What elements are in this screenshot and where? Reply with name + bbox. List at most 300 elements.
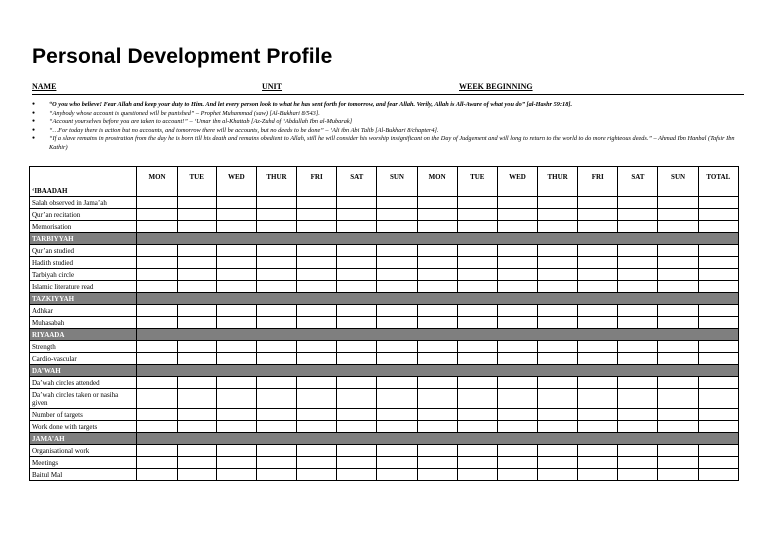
entry-cell[interactable] (137, 245, 177, 257)
table-row (30, 457, 739, 469)
entry-cell[interactable] (177, 257, 216, 269)
entry-cell[interactable] (618, 341, 658, 353)
entry-cell[interactable] (698, 209, 738, 221)
entry-cell[interactable] (177, 305, 216, 317)
entry-cell[interactable] (377, 341, 417, 353)
table-row (30, 317, 739, 329)
entry-cell[interactable] (698, 221, 738, 233)
entry-cell[interactable] (256, 257, 296, 269)
entry-cell[interactable] (698, 445, 738, 457)
entry-cell[interactable] (457, 457, 497, 469)
entry-cell[interactable] (538, 341, 578, 353)
entry-cell[interactable] (618, 377, 658, 389)
entry-cell[interactable] (497, 209, 537, 221)
entry-cell[interactable] (618, 257, 658, 269)
entry-cell[interactable] (137, 221, 177, 233)
entry-cell[interactable] (256, 317, 296, 329)
entry-cell[interactable] (497, 341, 537, 353)
entry-cell[interactable] (297, 317, 337, 329)
entry-cell[interactable] (337, 353, 377, 365)
entry-cell[interactable] (137, 209, 177, 221)
table-row (30, 469, 739, 481)
entry-cell[interactable] (578, 209, 618, 221)
entry-cell[interactable] (216, 305, 256, 317)
entry-cell[interactable] (618, 209, 658, 221)
week-beginning-label: WEEK BEGINNING (459, 82, 533, 91)
entry-cell[interactable] (256, 269, 296, 281)
entry-cell[interactable] (497, 409, 537, 421)
entry-cell[interactable] (337, 445, 377, 457)
entry-cell[interactable] (377, 389, 417, 409)
entry-cell[interactable] (297, 377, 337, 389)
entry-cell[interactable] (256, 281, 296, 293)
entry-cell[interactable] (177, 317, 216, 329)
entry-cell[interactable] (658, 281, 698, 293)
entry-cell[interactable] (216, 197, 256, 209)
entry-cell[interactable] (216, 269, 256, 281)
entry-cell[interactable] (377, 221, 417, 233)
entry-cell[interactable] (538, 389, 578, 409)
entry-cell[interactable] (297, 445, 337, 457)
entry-cell[interactable] (337, 281, 377, 293)
entry-cell[interactable] (137, 257, 177, 269)
entry-cell[interactable] (698, 457, 738, 469)
entry-cell[interactable] (417, 341, 457, 353)
entry-cell[interactable] (618, 409, 658, 421)
entry-cell[interactable] (618, 421, 658, 433)
entry-cell[interactable] (137, 469, 177, 481)
entry-cell[interactable] (698, 317, 738, 329)
entry-cell[interactable] (497, 281, 537, 293)
entry-cell[interactable] (216, 377, 256, 389)
entry-cell[interactable] (618, 353, 658, 365)
column-header-day: FRI (297, 167, 337, 197)
entry-cell[interactable] (457, 209, 497, 221)
entry-cell[interactable] (698, 257, 738, 269)
entry-cell[interactable] (377, 421, 417, 433)
entry-cell[interactable] (297, 457, 337, 469)
entry-cell[interactable] (297, 257, 337, 269)
entry-cell[interactable] (297, 421, 337, 433)
entry-cell[interactable] (256, 353, 296, 365)
entry-cell[interactable] (256, 457, 296, 469)
entry-cell[interactable] (538, 209, 578, 221)
entry-cell[interactable] (417, 457, 457, 469)
entry-cell[interactable] (177, 221, 216, 233)
entry-cell[interactable] (578, 389, 618, 409)
entry-cell[interactable] (658, 457, 698, 469)
entry-cell[interactable] (538, 269, 578, 281)
entry-cell[interactable] (137, 305, 177, 317)
entry-cell[interactable] (137, 389, 177, 409)
entry-cell[interactable] (377, 269, 417, 281)
entry-cell[interactable] (698, 305, 738, 317)
entry-cell[interactable] (417, 353, 457, 365)
entry-cell[interactable] (377, 457, 417, 469)
entry-cell[interactable] (578, 317, 618, 329)
entry-cell[interactable] (457, 389, 497, 409)
entry-cell[interactable] (538, 257, 578, 269)
entry-cell[interactable] (417, 409, 457, 421)
entry-cell[interactable] (177, 421, 216, 433)
entry-cell[interactable] (417, 197, 457, 209)
entry-cell[interactable] (216, 353, 256, 365)
entry-cell[interactable] (578, 445, 618, 457)
entry-cell[interactable] (658, 209, 698, 221)
entry-cell[interactable] (297, 269, 337, 281)
entry-cell[interactable] (137, 353, 177, 365)
entry-cell[interactable] (377, 257, 417, 269)
table-header-row (30, 167, 739, 197)
entry-cell[interactable] (177, 197, 216, 209)
entry-cell[interactable] (618, 269, 658, 281)
section-header-fill (137, 329, 739, 341)
entry-cell[interactable] (417, 221, 457, 233)
entry-cell[interactable] (658, 421, 698, 433)
entry-cell[interactable] (497, 197, 537, 209)
entry-cell[interactable] (457, 305, 497, 317)
entry-cell[interactable] (337, 317, 377, 329)
entry-cell[interactable] (177, 377, 216, 389)
entry-cell[interactable] (578, 245, 618, 257)
entry-cell[interactable] (698, 469, 738, 481)
column-header-day: WED (497, 167, 537, 197)
entry-cell[interactable] (256, 221, 296, 233)
entry-cell[interactable] (297, 209, 337, 221)
entry-cell[interactable] (698, 377, 738, 389)
entry-cell[interactable] (297, 353, 337, 365)
entry-cell[interactable] (337, 221, 377, 233)
section-header-fill (137, 433, 739, 445)
entry-cell[interactable] (658, 257, 698, 269)
entry-cell[interactable] (618, 305, 658, 317)
entry-cell[interactable] (137, 457, 177, 469)
entry-cell[interactable] (538, 421, 578, 433)
entry-cell[interactable] (177, 269, 216, 281)
entry-cell[interactable] (497, 377, 537, 389)
entry-cell[interactable] (337, 341, 377, 353)
entry-cell[interactable] (658, 317, 698, 329)
entry-cell[interactable] (497, 245, 537, 257)
entry-cell[interactable] (658, 341, 698, 353)
entry-cell[interactable] (216, 389, 256, 409)
entry-cell[interactable] (337, 245, 377, 257)
entry-cell[interactable] (377, 445, 417, 457)
entry-cell[interactable] (457, 445, 497, 457)
entry-cell[interactable] (337, 197, 377, 209)
entry-cell[interactable] (578, 257, 618, 269)
entry-cell[interactable] (256, 341, 296, 353)
entry-cell[interactable] (177, 353, 216, 365)
entry-cell[interactable] (497, 421, 537, 433)
activity-label: Tarbiyah circle (30, 269, 137, 281)
entry-cell[interactable] (658, 269, 698, 281)
entry-cell[interactable] (297, 389, 337, 409)
entry-cell[interactable] (658, 305, 698, 317)
entry-cell[interactable] (538, 245, 578, 257)
entry-cell[interactable] (377, 281, 417, 293)
entry-cell[interactable] (377, 305, 417, 317)
entry-cell[interactable] (256, 421, 296, 433)
entry-cell[interactable] (417, 209, 457, 221)
entry-cell[interactable] (417, 469, 457, 481)
entry-cell[interactable] (578, 305, 618, 317)
table-row (30, 421, 739, 433)
entry-cell[interactable] (297, 409, 337, 421)
entry-cell[interactable] (417, 269, 457, 281)
entry-cell[interactable] (538, 409, 578, 421)
entry-cell[interactable] (658, 245, 698, 257)
entry-cell[interactable] (137, 341, 177, 353)
entry-cell[interactable] (337, 457, 377, 469)
section-title: RIYAADA (30, 329, 137, 341)
entry-cell[interactable] (417, 377, 457, 389)
entry-cell[interactable] (417, 445, 457, 457)
entry-cell[interactable] (618, 445, 658, 457)
entry-cell[interactable] (417, 389, 457, 409)
entry-cell[interactable] (216, 281, 256, 293)
column-header-day: MON (417, 167, 457, 197)
entry-cell[interactable] (256, 389, 296, 409)
entry-cell[interactable] (297, 305, 337, 317)
entry-cell[interactable] (578, 197, 618, 209)
entry-cell[interactable] (297, 341, 337, 353)
entry-cell[interactable] (457, 469, 497, 481)
section-header-row (30, 329, 739, 341)
activity-label: Organisational work (30, 445, 137, 457)
entry-cell[interactable] (216, 245, 256, 257)
entry-cell[interactable] (538, 305, 578, 317)
entry-cell[interactable] (216, 445, 256, 457)
entry-cell[interactable] (377, 353, 417, 365)
entry-cell[interactable] (216, 209, 256, 221)
entry-cell[interactable] (457, 317, 497, 329)
entry-cell[interactable] (297, 469, 337, 481)
entry-cell[interactable] (177, 281, 216, 293)
entry-cell[interactable] (216, 469, 256, 481)
entry-cell[interactable] (256, 445, 296, 457)
entry-cell[interactable] (658, 353, 698, 365)
entry-cell[interactable] (417, 305, 457, 317)
entry-cell[interactable] (658, 221, 698, 233)
entry-cell[interactable] (377, 409, 417, 421)
entry-cell[interactable] (337, 209, 377, 221)
entry-cell[interactable] (417, 245, 457, 257)
entry-cell[interactable] (497, 221, 537, 233)
entry-cell[interactable] (538, 377, 578, 389)
entry-cell[interactable] (256, 409, 296, 421)
entry-cell[interactable] (137, 377, 177, 389)
entry-cell[interactable] (618, 221, 658, 233)
entry-cell[interactable] (618, 389, 658, 409)
entry-cell[interactable] (377, 245, 417, 257)
entry-cell[interactable] (538, 197, 578, 209)
section-title: JAMA’AH (30, 433, 137, 445)
entry-cell[interactable] (216, 257, 256, 269)
table-row (30, 445, 739, 457)
entry-cell[interactable] (658, 377, 698, 389)
entry-cell[interactable] (698, 341, 738, 353)
table-row (30, 257, 739, 269)
entry-cell[interactable] (578, 341, 618, 353)
entry-cell[interactable] (497, 305, 537, 317)
entry-cell[interactable] (658, 197, 698, 209)
entry-cell[interactable] (256, 245, 296, 257)
entry-cell[interactable] (297, 197, 337, 209)
column-header-day: TOTAL (698, 167, 738, 197)
entry-cell[interactable] (457, 257, 497, 269)
entry-cell[interactable] (457, 245, 497, 257)
entry-cell[interactable] (658, 409, 698, 421)
entry-cell[interactable] (618, 457, 658, 469)
entry-cell[interactable] (137, 409, 177, 421)
entry-cell[interactable] (137, 421, 177, 433)
entry-cell[interactable] (698, 245, 738, 257)
entry-cell[interactable] (578, 377, 618, 389)
entry-cell[interactable] (457, 377, 497, 389)
entry-cell[interactable] (377, 377, 417, 389)
entry-cell[interactable] (618, 317, 658, 329)
entry-cell[interactable] (216, 221, 256, 233)
entry-cell[interactable] (377, 469, 417, 481)
entry-cell[interactable] (177, 389, 216, 409)
entry-cell[interactable] (216, 341, 256, 353)
entry-cell[interactable] (337, 421, 377, 433)
entry-cell[interactable] (698, 269, 738, 281)
entry-cell[interactable] (578, 269, 618, 281)
entry-cell[interactable] (377, 209, 417, 221)
entry-cell[interactable] (137, 445, 177, 457)
entry-cell[interactable] (216, 421, 256, 433)
entry-cell[interactable] (578, 221, 618, 233)
entry-cell[interactable] (618, 197, 658, 209)
entry-cell[interactable] (497, 457, 537, 469)
entry-cell[interactable] (457, 281, 497, 293)
entry-cell[interactable] (177, 469, 216, 481)
entry-cell[interactable] (417, 421, 457, 433)
entry-cell[interactable] (417, 281, 457, 293)
entry-cell[interactable] (658, 445, 698, 457)
entry-cell[interactable] (137, 197, 177, 209)
entry-cell[interactable] (256, 209, 296, 221)
entry-cell[interactable] (497, 389, 537, 409)
entry-cell[interactable] (578, 281, 618, 293)
entry-cell[interactable] (256, 469, 296, 481)
entry-cell[interactable] (538, 445, 578, 457)
column-header-day: SAT (618, 167, 658, 197)
entry-cell[interactable] (457, 269, 497, 281)
column-header-day: FRI (578, 167, 618, 197)
entry-cell[interactable] (457, 421, 497, 433)
entry-cell[interactable] (698, 353, 738, 365)
entry-cell[interactable] (177, 457, 216, 469)
entry-cell[interactable] (698, 421, 738, 433)
entry-cell[interactable] (137, 317, 177, 329)
entry-cell[interactable] (417, 257, 457, 269)
entry-cell[interactable] (618, 245, 658, 257)
entry-cell[interactable] (177, 209, 216, 221)
table-row (30, 341, 739, 353)
entry-cell[interactable] (177, 409, 216, 421)
entry-cell[interactable] (497, 269, 537, 281)
entry-cell[interactable] (177, 245, 216, 257)
entry-cell[interactable] (457, 197, 497, 209)
entry-cell[interactable] (578, 457, 618, 469)
entry-cell[interactable] (457, 409, 497, 421)
entry-cell[interactable] (297, 245, 337, 257)
unit-label: UNIT (262, 82, 283, 91)
entry-cell[interactable] (578, 421, 618, 433)
entry-cell[interactable] (256, 377, 296, 389)
column-header-ibaadah: ‘IBAADAH (30, 167, 137, 197)
entry-cell[interactable] (137, 269, 177, 281)
entry-cell[interactable] (578, 469, 618, 481)
entry-cell[interactable] (497, 469, 537, 481)
entry-cell[interactable] (177, 445, 216, 457)
name-label: NAME (32, 82, 57, 91)
entry-cell[interactable] (256, 305, 296, 317)
entry-cell[interactable] (698, 409, 738, 421)
entry-cell[interactable] (216, 317, 256, 329)
entry-cell[interactable] (578, 353, 618, 365)
entry-cell[interactable] (337, 305, 377, 317)
entry-cell[interactable] (658, 389, 698, 409)
entry-cell[interactable] (538, 469, 578, 481)
entry-cell[interactable] (417, 317, 457, 329)
table-row (30, 389, 739, 409)
entry-cell[interactable] (216, 409, 256, 421)
entry-cell[interactable] (297, 221, 337, 233)
entry-cell[interactable] (337, 257, 377, 269)
entry-cell[interactable] (137, 281, 177, 293)
entry-cell[interactable] (538, 221, 578, 233)
entry-cell[interactable] (497, 445, 537, 457)
entry-cell[interactable] (497, 257, 537, 269)
entry-cell[interactable] (377, 197, 417, 209)
entry-cell[interactable] (457, 341, 497, 353)
entry-cell[interactable] (698, 389, 738, 409)
section-header-row (30, 433, 739, 445)
entry-cell[interactable] (618, 469, 658, 481)
entry-cell[interactable] (256, 197, 296, 209)
entry-cell[interactable] (457, 221, 497, 233)
entry-cell[interactable] (457, 353, 497, 365)
entry-cell[interactable] (538, 457, 578, 469)
entry-cell[interactable] (618, 281, 658, 293)
table-row (30, 221, 739, 233)
entry-cell[interactable] (658, 469, 698, 481)
entry-cell[interactable] (538, 281, 578, 293)
entry-cell[interactable] (538, 353, 578, 365)
section-header-row (30, 293, 739, 305)
entry-cell[interactable] (377, 317, 417, 329)
entry-cell[interactable] (698, 197, 738, 209)
table-row (30, 197, 739, 209)
entry-cell[interactable] (337, 389, 377, 409)
entry-cell[interactable] (177, 341, 216, 353)
entry-cell[interactable] (497, 317, 537, 329)
entry-cell[interactable] (297, 281, 337, 293)
entry-cell[interactable] (216, 457, 256, 469)
entry-cell[interactable] (578, 409, 618, 421)
entry-cell[interactable] (337, 377, 377, 389)
entry-cell[interactable] (337, 269, 377, 281)
entry-cell[interactable] (698, 281, 738, 293)
entry-cell[interactable] (337, 469, 377, 481)
entry-cell[interactable] (337, 409, 377, 421)
entry-cell[interactable] (538, 317, 578, 329)
entry-cell[interactable] (497, 353, 537, 365)
